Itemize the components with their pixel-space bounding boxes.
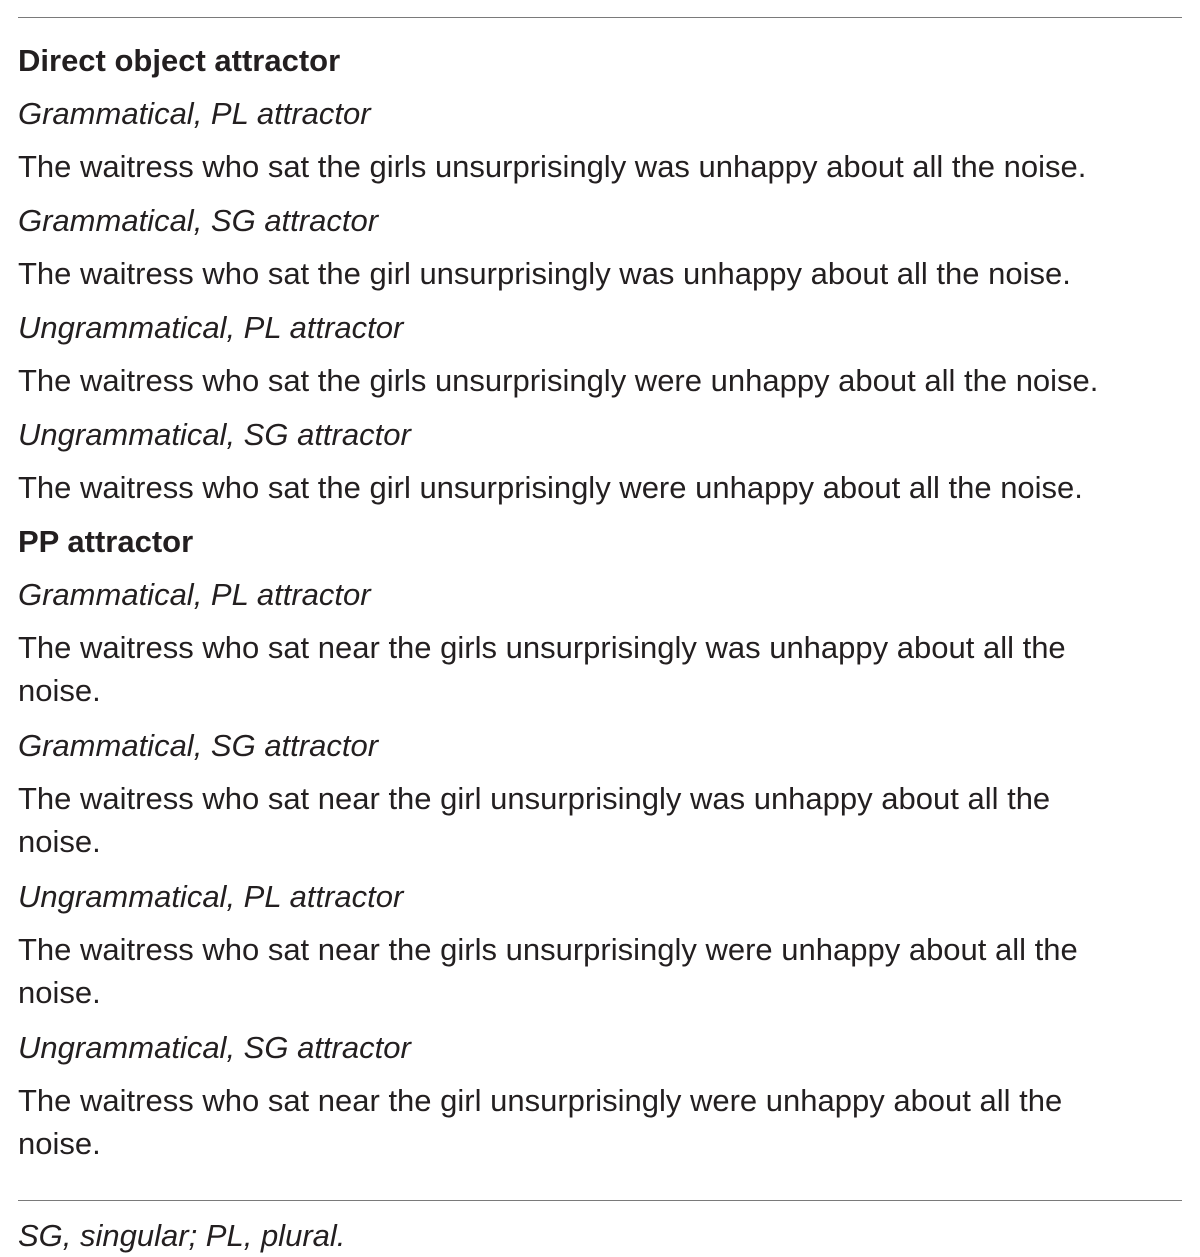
condition-label: Ungrammatical, PL attractor [18,310,404,345]
condition-label: Grammatical, SG attractor [18,728,379,763]
example-sentence: The waitress who sat the girls unsurprisingly were unhappy about all the noise. [18,363,1099,398]
condition-label: Grammatical, PL attractor [18,577,371,612]
condition-label: Grammatical, PL attractor [18,96,371,131]
condition-label: Ungrammatical, SG attractor [18,417,411,452]
condition-label: Ungrammatical, PL attractor [18,879,404,914]
table-body [18,18,1182,1177]
example-sentence: The waitress who sat the girls unsurprisingly was unhappy about all the noise. [18,149,1087,184]
example-sentence: The waitress who sat the girl unsurprisingly were unhappy about all the noise. [18,470,1083,505]
condition-label: Ungrammatical, SG attractor [18,1030,411,1065]
table-container [18,0,1182,1257]
example-sentence: The waitress who sat near the girl unsurprisingly were unhappy about all the noise. [18,1083,1063,1161]
section-heading: PP attractor [18,524,194,559]
example-sentence: The waitress who sat the girl unsurprisingly was unhappy about all the noise. [18,256,1071,291]
section-heading: Direct object attractor [18,43,341,78]
bottom-rule [18,1200,1182,1201]
example-sentence: The waitress who sat near the girls unsurprisingly was unhappy about all the noise. [18,630,1066,708]
example-sentence: The waitress who sat near the girls unsurprisingly were unhappy about all the noise. [18,932,1078,1010]
example-sentence: The waitress who sat near the girl unsurprisingly was unhappy about all the noise. [18,781,1051,859]
table-footnote: SG, singular; PL, plural. [18,1218,346,1253]
condition-label: Grammatical, SG attractor [18,203,379,238]
